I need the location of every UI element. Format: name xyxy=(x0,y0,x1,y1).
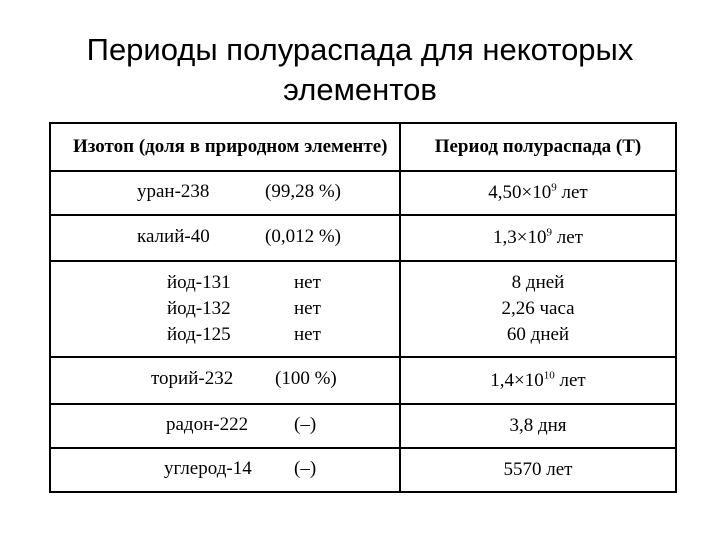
isotope-share: (–) xyxy=(294,458,317,479)
page-title xyxy=(0,30,720,110)
isotope-cell xyxy=(50,357,400,404)
isotope-share: нет xyxy=(294,324,321,345)
isotope-name: йод-131 xyxy=(167,272,231,293)
isotope-share: нет xyxy=(294,298,321,319)
half-life-base: 1,3×10 xyxy=(493,227,547,248)
half-life-cell xyxy=(400,357,676,404)
half-life-stack xyxy=(401,270,675,348)
header-isotope: Изотоп (доля в природном элементе) xyxy=(50,123,400,171)
table-row xyxy=(50,357,676,404)
isotope-share: (–) xyxy=(294,414,317,435)
isotope-share: (99,28 %) xyxy=(265,181,341,202)
isotope-shares-stack xyxy=(294,270,321,348)
half-life-table xyxy=(49,122,677,493)
isotope-name: йод-125 xyxy=(167,324,231,345)
half-life-exponent: 9 xyxy=(551,181,557,194)
half-life-base: 1,4×10 xyxy=(490,369,544,391)
isotope-cell xyxy=(50,171,400,215)
table-row xyxy=(50,404,676,448)
half-life-unit: лет xyxy=(556,182,588,203)
isotope-cell xyxy=(50,404,400,448)
half-life-cell xyxy=(400,261,676,357)
isotope-name: калий-40 xyxy=(137,226,210,247)
half-life-base: 4,50×10 xyxy=(488,182,552,203)
title-line-2: элементов xyxy=(283,72,437,107)
half-life-unit: лет xyxy=(554,369,586,391)
half-life-value: 8 дней xyxy=(511,272,565,293)
half-life-unit: лет xyxy=(552,227,583,248)
half-life-cell xyxy=(400,215,676,261)
half-life-value: 2,26 часа xyxy=(501,298,575,319)
isotope-name: йод-132 xyxy=(167,298,231,319)
half-life-cell: 3,8 дня xyxy=(400,404,676,448)
half-life-exponent: 10 xyxy=(543,369,555,382)
isotope-names-stack xyxy=(167,270,231,348)
header-half-life: Период полураспада (Т) xyxy=(400,123,676,171)
table-row xyxy=(50,261,676,357)
table-row xyxy=(50,215,676,261)
isotope-cell xyxy=(50,448,400,492)
isotope-name: уран-238 xyxy=(137,181,210,202)
isotope-share: (100 %) xyxy=(275,368,337,389)
half-life-exponent: 9 xyxy=(546,226,552,239)
half-life-cell: 5570 лет xyxy=(400,448,676,492)
isotope-name: углерод-14 xyxy=(164,458,252,479)
half-life-value: 60 дней xyxy=(506,324,570,345)
table-row xyxy=(50,448,676,492)
isotope-share: нет xyxy=(294,272,321,293)
isotope-name: торий-232 xyxy=(151,368,234,389)
isotope-cell xyxy=(50,215,400,261)
isotope-name: радон-222 xyxy=(166,414,249,435)
table-row xyxy=(50,171,676,215)
isotope-cell xyxy=(50,261,400,357)
half-life-cell xyxy=(400,171,676,215)
isotope-share: (0,012 %) xyxy=(265,226,341,247)
title-line-1: Периоды полураспада для некоторых xyxy=(86,32,634,67)
table-header-row xyxy=(50,123,676,171)
